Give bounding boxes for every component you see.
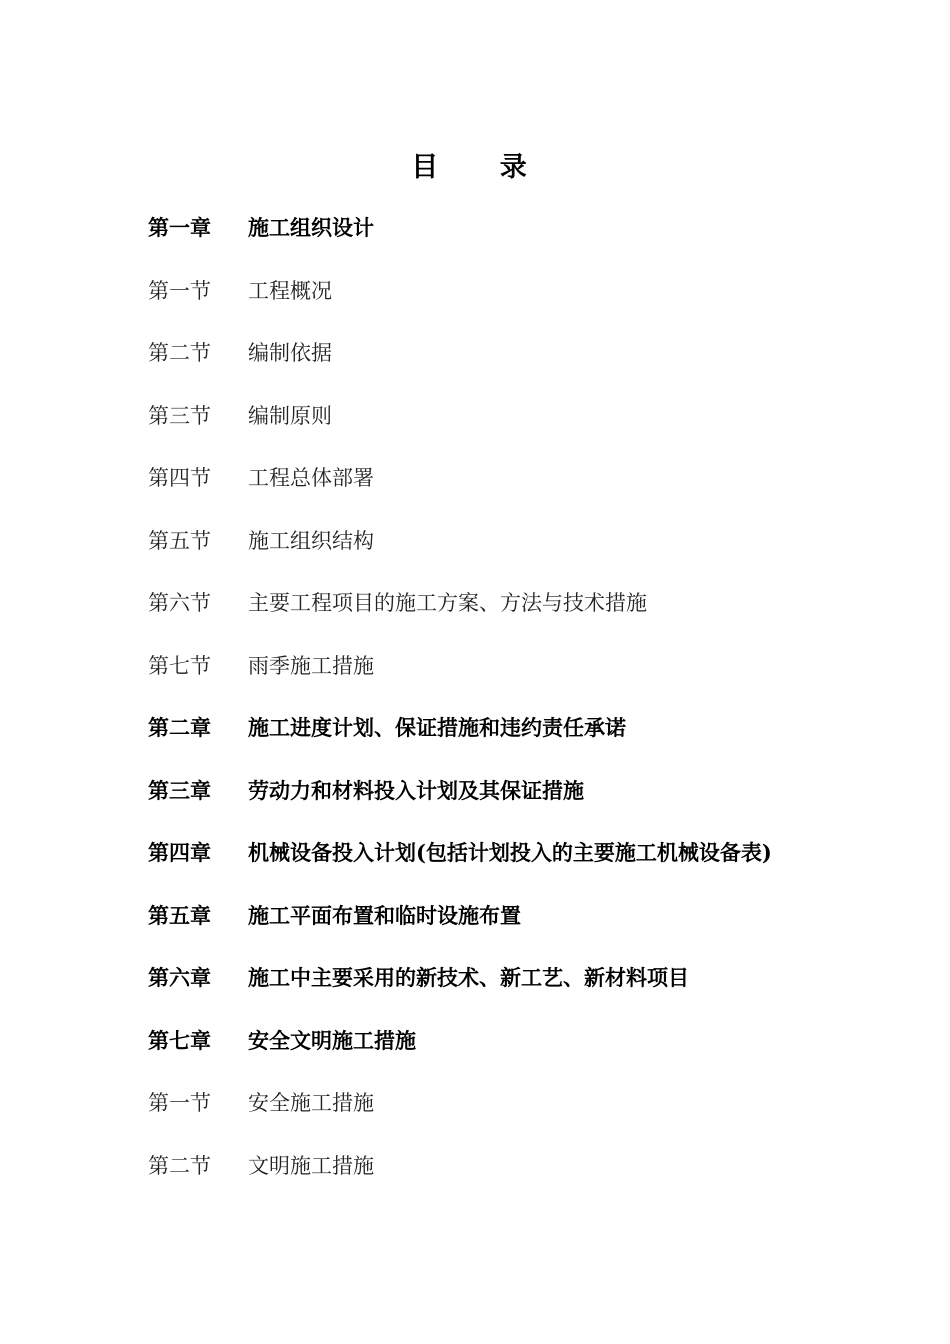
toc-entry-title: 施工进度计划、保证措施和违约责任承诺	[248, 715, 626, 741]
toc-entry-title: 安全施工措施	[248, 1091, 374, 1116]
toc-entry-section	[148, 510, 848, 573]
toc-entry-title: 安全文明施工措施	[248, 1027, 416, 1053]
toc-entry-title: 施工组织设计	[248, 215, 374, 241]
toc-entry-chapter	[148, 760, 848, 823]
toc-entry-chapter	[148, 1010, 848, 1073]
toc-entry-title: 编制原则	[248, 403, 332, 428]
toc-entry-title: 施工中主要采用的新技术、新工艺、新材料项目	[248, 965, 689, 991]
table-of-contents	[148, 197, 848, 1197]
toc-entry-number: 第二章	[148, 715, 211, 741]
toc-entry-title: 施工平面布置和临时设施布置	[248, 902, 521, 928]
toc-entry-number: 第五节	[148, 528, 211, 553]
toc-entry-section	[148, 385, 848, 448]
toc-entry-number: 第三节	[148, 403, 211, 428]
toc-entry-section	[148, 260, 848, 323]
toc-entry-number: 第一节	[148, 1091, 211, 1116]
toc-entry-chapter	[148, 885, 848, 948]
toc-entry-chapter	[148, 822, 848, 885]
toc-entry-chapter	[148, 697, 848, 760]
toc-entry-number: 第六节	[148, 591, 211, 616]
toc-entry-title: 文明施工措施	[248, 1153, 374, 1178]
toc-entry-number: 第四节	[148, 466, 211, 491]
toc-entry-number: 第四章	[148, 840, 211, 866]
toc-entry-number: 第二节	[148, 341, 211, 366]
toc-entry-chapter	[148, 947, 848, 1010]
toc-entry-section	[148, 635, 848, 698]
toc-entry-title: 劳动力和材料投入计划及其保证措施	[248, 777, 584, 803]
toc-entry-section	[148, 1135, 848, 1198]
toc-entry-title: 机械设备投入计划(包括计划投入的主要施工机械设备表)	[248, 840, 772, 866]
toc-entry-title: 工程概况	[248, 278, 332, 303]
toc-entry-title: 工程总体部署	[248, 466, 374, 491]
toc-entry-number: 第五章	[148, 902, 211, 928]
toc-entry-number: 第七章	[148, 1027, 211, 1053]
toc-entry-number: 第六章	[148, 965, 211, 991]
toc-entry-number: 第七节	[148, 653, 211, 678]
toc-entry-chapter	[148, 197, 848, 260]
toc-entry-section	[148, 572, 848, 635]
toc-entry-section	[148, 1072, 848, 1135]
toc-entry-title: 主要工程项目的施工方案、方法与技术措施	[248, 591, 647, 616]
toc-entry-title: 施工组织结构	[248, 528, 374, 553]
toc-entry-title: 编制依据	[248, 341, 332, 366]
toc-entry-number: 第二节	[148, 1153, 211, 1178]
toc-entry-section	[148, 447, 848, 510]
toc-entry-section	[148, 322, 848, 385]
toc-entry-title: 雨季施工措施	[248, 653, 374, 678]
toc-entry-number: 第三章	[148, 777, 211, 803]
toc-entry-number: 第一章	[148, 215, 211, 241]
toc-entry-number: 第一节	[148, 278, 211, 303]
page-title: 目 录	[411, 152, 553, 184]
